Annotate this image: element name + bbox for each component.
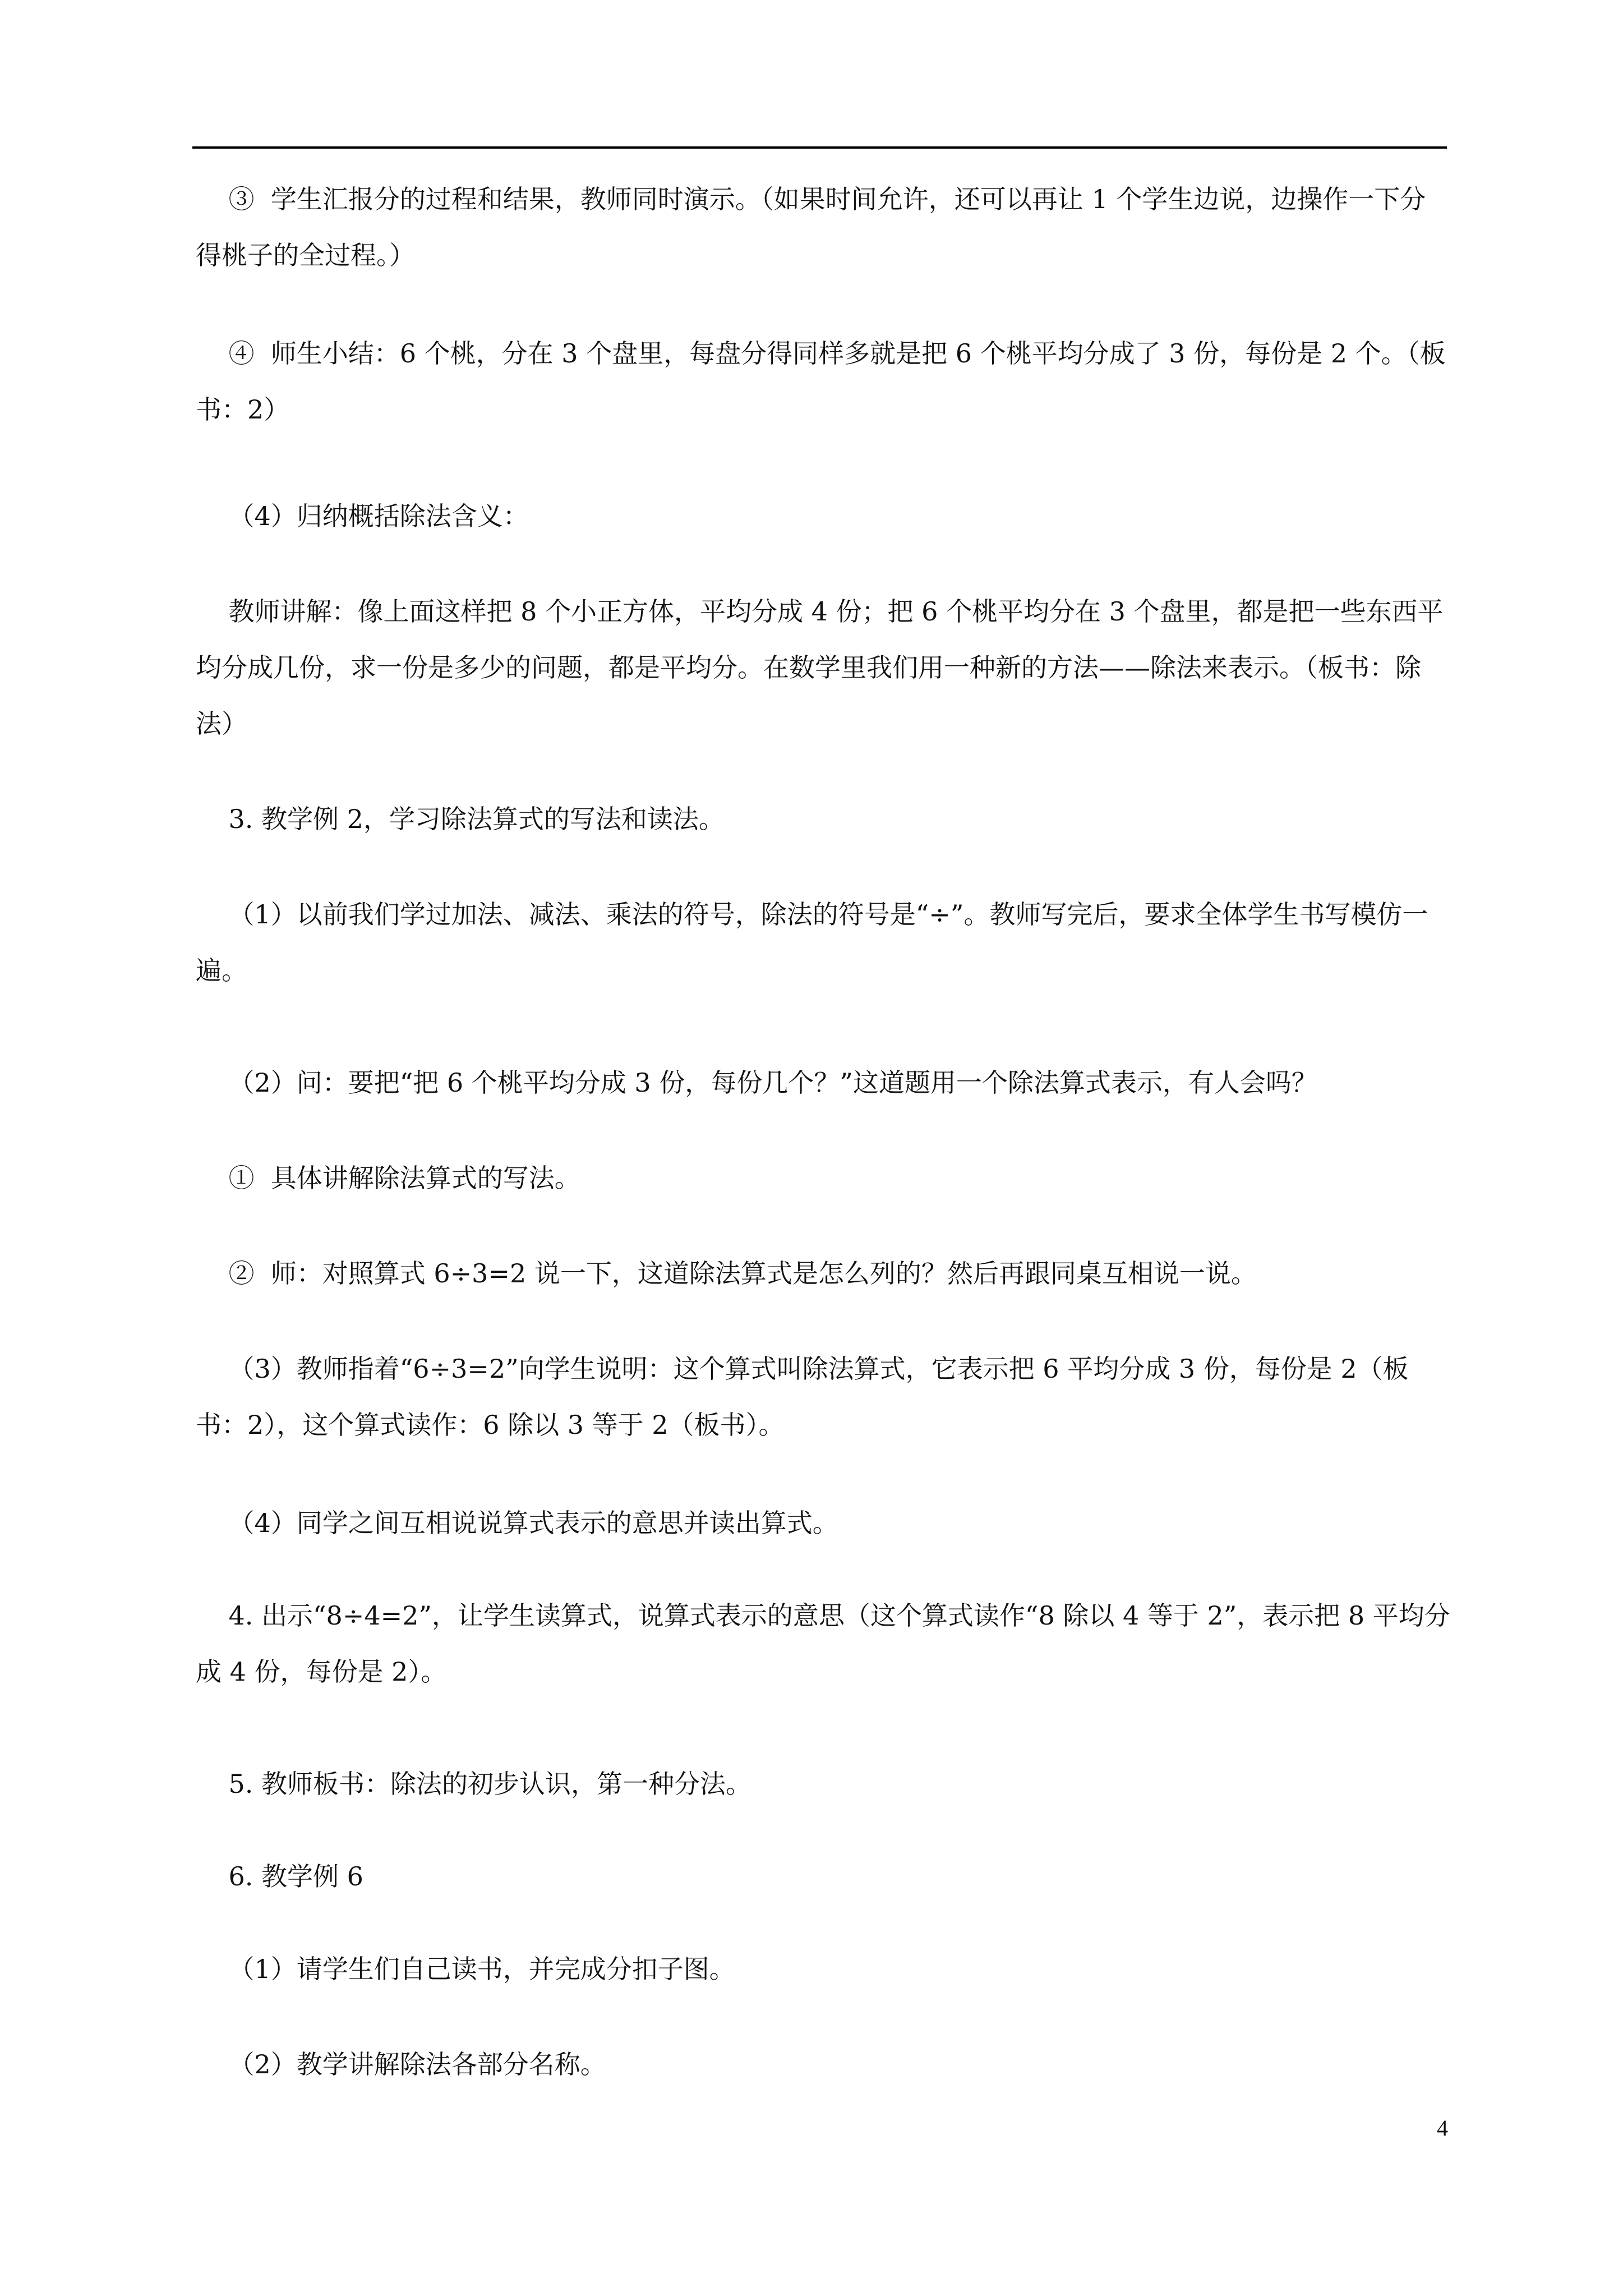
paragraph-3: （4）归纳概括除法含义： [196,501,529,531]
paragraph-5: 3. 教学例 2，学习除法算式的写法和读法。 [196,804,725,834]
paragraph-8: ① 具体讲解除法算式的写法。 [196,1163,580,1193]
paragraph-6: （1）以前我们学过加法、减法、乘法的符号，除法的符号是“÷”。教师写完后，要求全体学生书写模仿一遍。 [196,899,1428,986]
paragraph-2: ④ 师生小结：6 个桃，分在 3 个盘里，每盘分得同样多就是把 6 个桃平均分成了 3 份，每份是 2 个。（板书：2） [196,338,1446,425]
paragraph-13: 5. 教师板书：除法的初步认识，第一种分法。 [196,1769,752,1799]
paragraph-1: ③ 学生汇报分的过程和结果，教师同时演示。（如果时间允许，还可以再让 1 个学生边说，边操作一下分得桃子的全过程。） [196,184,1426,270]
paragraph-12: 4. 出示“8÷4=2”，让学生读算式，说算式表示的意思（这个算式读作“8 除以 4 等于 2”，表示把 8 平均分成 4 份，每份是 2）。 [196,1600,1450,1687]
paragraph-16: （2）教学讲解除法各部分名称。 [196,2049,606,2079]
paragraph-11: （4）同学之间互相说说算式表示的意思并读出算式。 [196,1508,838,1538]
paragraph-7: （2）问：要把“把 6 个桃平均分成 3 份，每份几个？”这道题用一个除法算式表示，有人会吗？ [196,1068,1317,1098]
page-number: 4 [1437,2115,1448,2141]
paragraph-14: 6. 教学例 6 [196,1861,363,1892]
paragraph-15: （1）请学生们自己读书，并完成分扣子图。 [196,1954,735,1984]
paragraph-4: 教师讲解：像上面这样把 8 个小正方体，平均分成 4 份；把 6 个桃平均分在 3 个盘里，都是把一些东西平均分成几份，求一份是多少的问题，都是平均分。在数学里我们用一种新的方法——除法来表示。（板书：除法） [196,596,1444,739]
paragraph-9: ② 师：对照算式 6÷3=2 说一下，这道除法算式是怎么列的？然后再跟同桌互相说一说。 [196,1258,1257,1289]
header-rule [192,146,1447,149]
paragraph-10: （3）教师指着“6÷3=2”向学生说明：这个算式叫除法算式，它表示把 6 平均分成 3 份，每份是 2（板书：2），这个算式读作：6 除以 3 等于 2（板书）。 [196,1354,1409,1440]
